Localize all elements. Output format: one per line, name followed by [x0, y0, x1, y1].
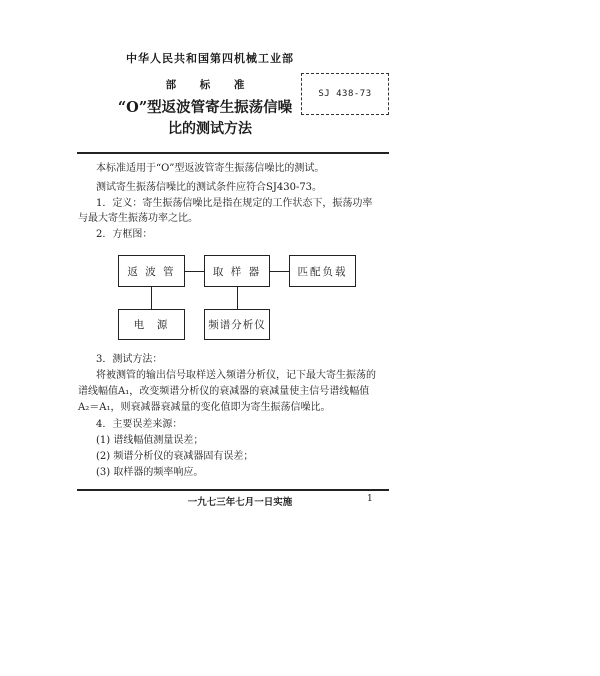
document-title-line1: “O”型返波管寄生振荡信噪: [117, 99, 293, 116]
connector-sampler-load: [270, 271, 289, 272]
page-number: 1: [367, 494, 373, 504]
section4-title: 4．主要误差来源：: [96, 419, 183, 430]
matched-load-label: 匹配负载: [297, 265, 348, 278]
intro-line-1: 本标准适用于“O”型返波管寄生振荡信噪比的测试。: [96, 163, 325, 174]
intro-line-2: 测试寄生振荡信噪比的测试条件应符合SJ430-73。: [96, 182, 323, 193]
bottom-rule: [77, 489, 389, 491]
bwo-block: [118, 255, 185, 287]
spectrum-analyzer-block: [204, 309, 270, 340]
sampler-label: 取 样 器: [212, 265, 262, 278]
section2-title: 2．方框图：: [96, 229, 153, 240]
effective-date: 一九七三年七月一日实施: [187, 497, 293, 508]
section3-line-1: 将被测管的输出信号取样送入频谱分析仪，记下最大寄生振荡的: [96, 370, 376, 381]
connector-bwo-power: [151, 287, 152, 309]
power-supply-label: 电 源: [133, 319, 170, 331]
section3-line-3: A₂＝A₁，则衰减器衰减量的变化值即为寄生振荡信噪比。: [78, 402, 331, 413]
section3-line-2: 谱线幅值A₁，改变频谱分析仪的衰减器的衰减量使主信号谱线幅值: [78, 386, 370, 397]
matched-load-block: [289, 255, 356, 287]
section4-item-2: (2) 频谱分析仪的衰减器固有误差；: [96, 451, 254, 462]
section4-item-1: (1) 谱线幅值测量误差；: [96, 435, 204, 446]
standard-code: SJ 438-73: [318, 89, 372, 99]
standard-code-box: [301, 73, 389, 115]
section1-line-2: 与最大寄生振荡功率之比。: [78, 213, 198, 224]
top-rule: [77, 152, 389, 154]
connector-sampler-analyzer: [237, 287, 238, 309]
section4-item-3: (3) 取样器的频率响应。: [96, 467, 204, 478]
ministry-name: 中华人民共和国第四机械工业部: [126, 52, 294, 65]
section1-line-1: 1．定义：寄生振荡信噪比是指在规定的工作状态下，振荡功率: [96, 198, 373, 209]
sampler-block: [204, 255, 270, 287]
connector-bwo-sampler: [185, 271, 204, 272]
section3-title: 3．测试方法：: [96, 354, 163, 365]
document-title-line2: 比的测试方法: [168, 121, 252, 137]
power-supply-block: [118, 309, 185, 340]
bwo-label: 返 波 管: [127, 265, 176, 278]
standard-label: 部 标 准: [165, 79, 255, 91]
spectrum-analyzer-label: 频谱分析仪: [208, 319, 266, 331]
